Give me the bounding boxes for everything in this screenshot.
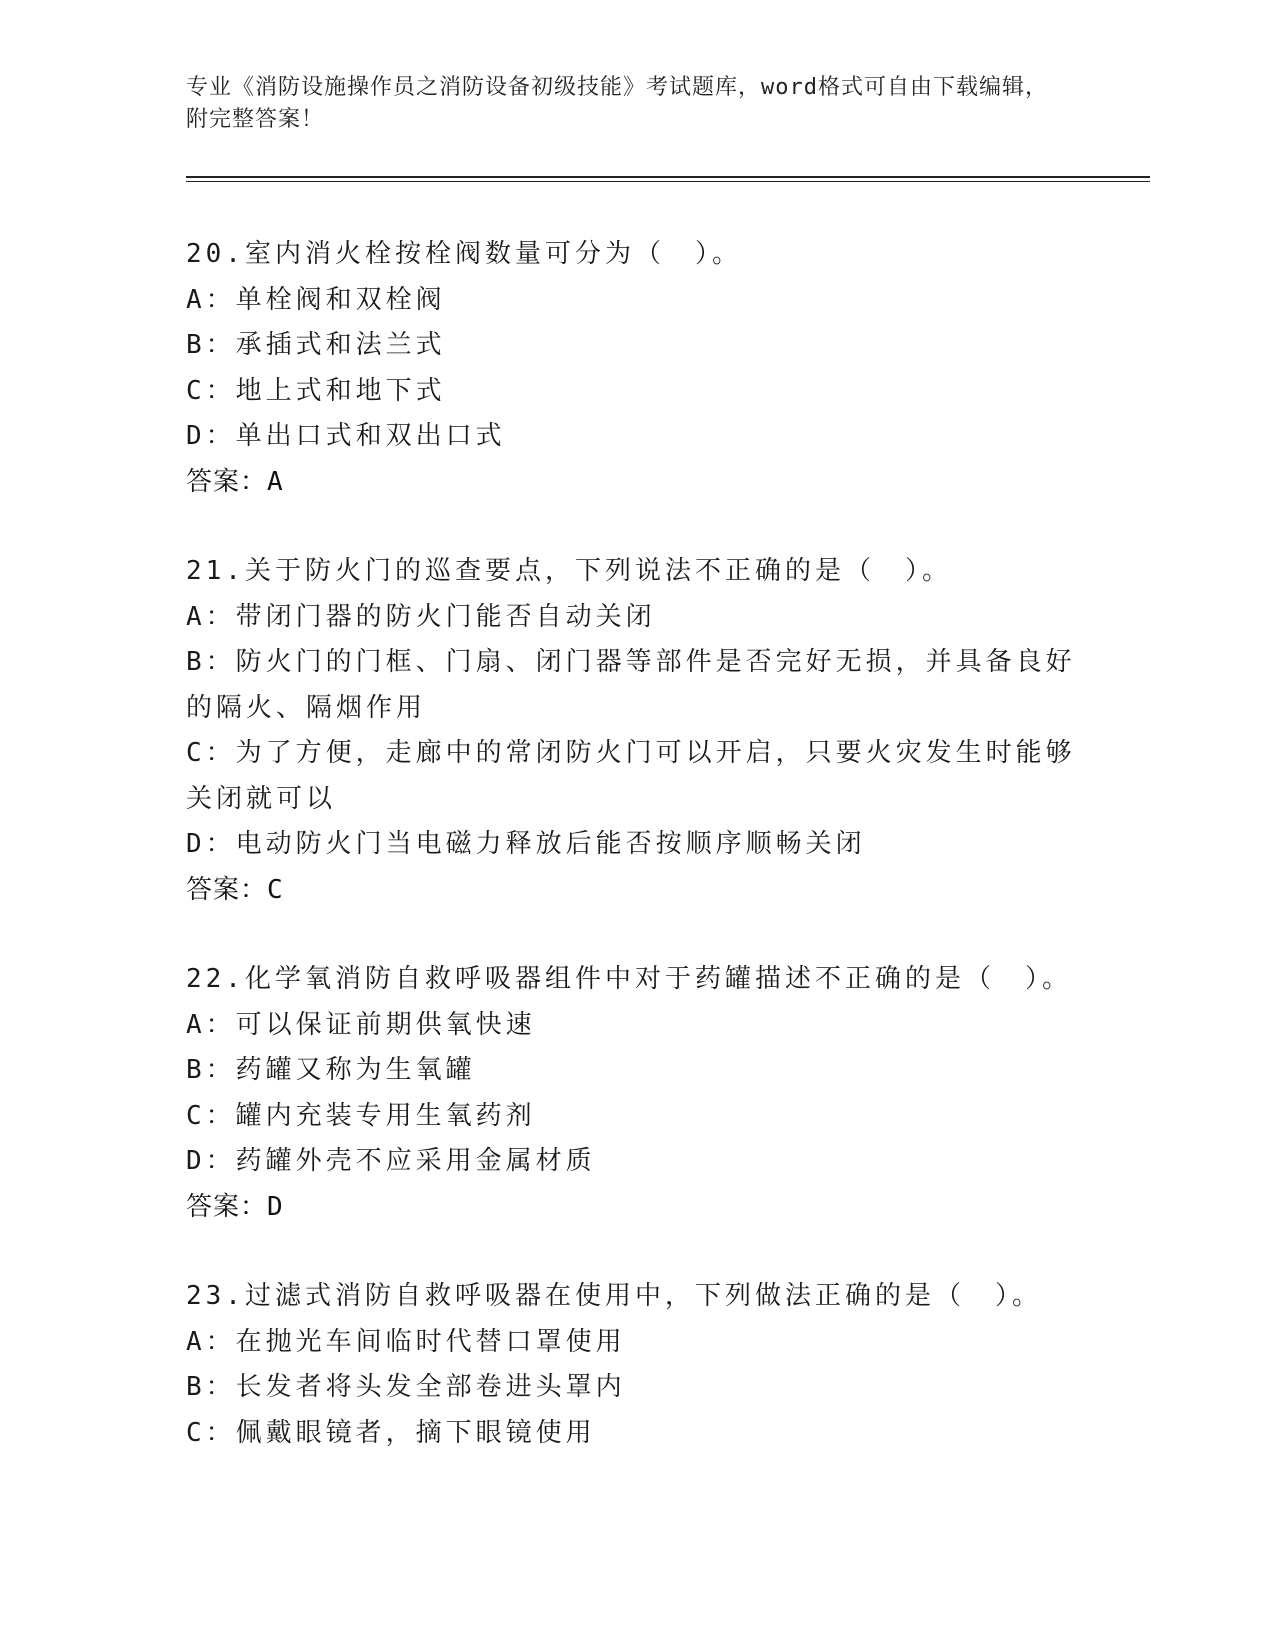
option-d: D：单出口式和双出口式 — [186, 421, 506, 451]
option-b: B：药罐又称为生氧罐 — [186, 1055, 476, 1085]
answer-value: A — [267, 466, 284, 497]
answer-label: 答案： — [186, 466, 268, 497]
answer-line — [186, 1185, 1086, 1231]
question-21 — [186, 549, 1086, 913]
option-d: D：药罐外壳不应采用金属材质 — [186, 1146, 596, 1176]
option-a: A：可以保证前期供氧快速 — [186, 1009, 536, 1040]
option-b: B：防火门的门框、门扇、闭门器等部件是否完好无损，并具备良好的隔火、隔烟作用 — [186, 647, 1076, 723]
answer-label: 答案： — [186, 874, 268, 905]
header-divider-thick — [186, 176, 1150, 178]
question-stem: 22.化学氧消防自救呼吸器组件中对于药罐描述不正确的是（ ）。 — [186, 964, 1072, 994]
question-23 — [186, 1274, 1086, 1456]
question-stem: 23.过滤式消防自救呼吸器在使用中，下列做法正确的是（ ）。 — [186, 1281, 1042, 1311]
answer-label: 答案： — [186, 1191, 268, 1222]
option-c: C：地上式和地下式 — [186, 375, 446, 406]
option-c: C：罐内充装专用生氧药剂 — [186, 1100, 536, 1131]
question-22 — [186, 957, 1086, 1230]
answer-value: D — [267, 1191, 284, 1222]
option-b: B：长发者将头发全部卷进头罩内 — [186, 1372, 626, 1402]
option-a: A：在抛光车间临时代替口罩使用 — [186, 1326, 626, 1357]
question-list — [186, 232, 1086, 1500]
answer-line — [186, 868, 1086, 914]
answer-value: C — [267, 874, 284, 905]
option-c: C：佩戴眼镜者，摘下眼镜使用 — [186, 1417, 596, 1448]
question-20 — [186, 232, 1086, 505]
option-a: A：单栓阀和双栓阀 — [186, 284, 446, 315]
option-a: A：带闭门器的防火门能否自动关闭 — [186, 601, 656, 632]
document-intro: 专业《消防设施操作员之消防设备初级技能》考试题库，word格式可自由下载编辑，附完整答案！ — [186, 75, 1048, 132]
question-stem: 21.关于防火门的巡查要点，下列说法不正确的是（ ）。 — [186, 556, 952, 586]
question-stem: 20.室内消火栓按栓阀数量可分为（ ）。 — [186, 239, 742, 269]
answer-line — [186, 460, 1086, 506]
option-b: B：承插式和法兰式 — [186, 330, 446, 360]
option-d: D：电动防火门当电磁力释放后能否按顺序顺畅关闭 — [186, 829, 866, 859]
option-c: C：为了方便，走廊中的常闭防火门可以开启，只要火灾发生时能够关闭就可以 — [186, 738, 1076, 814]
header-divider-thin — [186, 181, 1150, 182]
